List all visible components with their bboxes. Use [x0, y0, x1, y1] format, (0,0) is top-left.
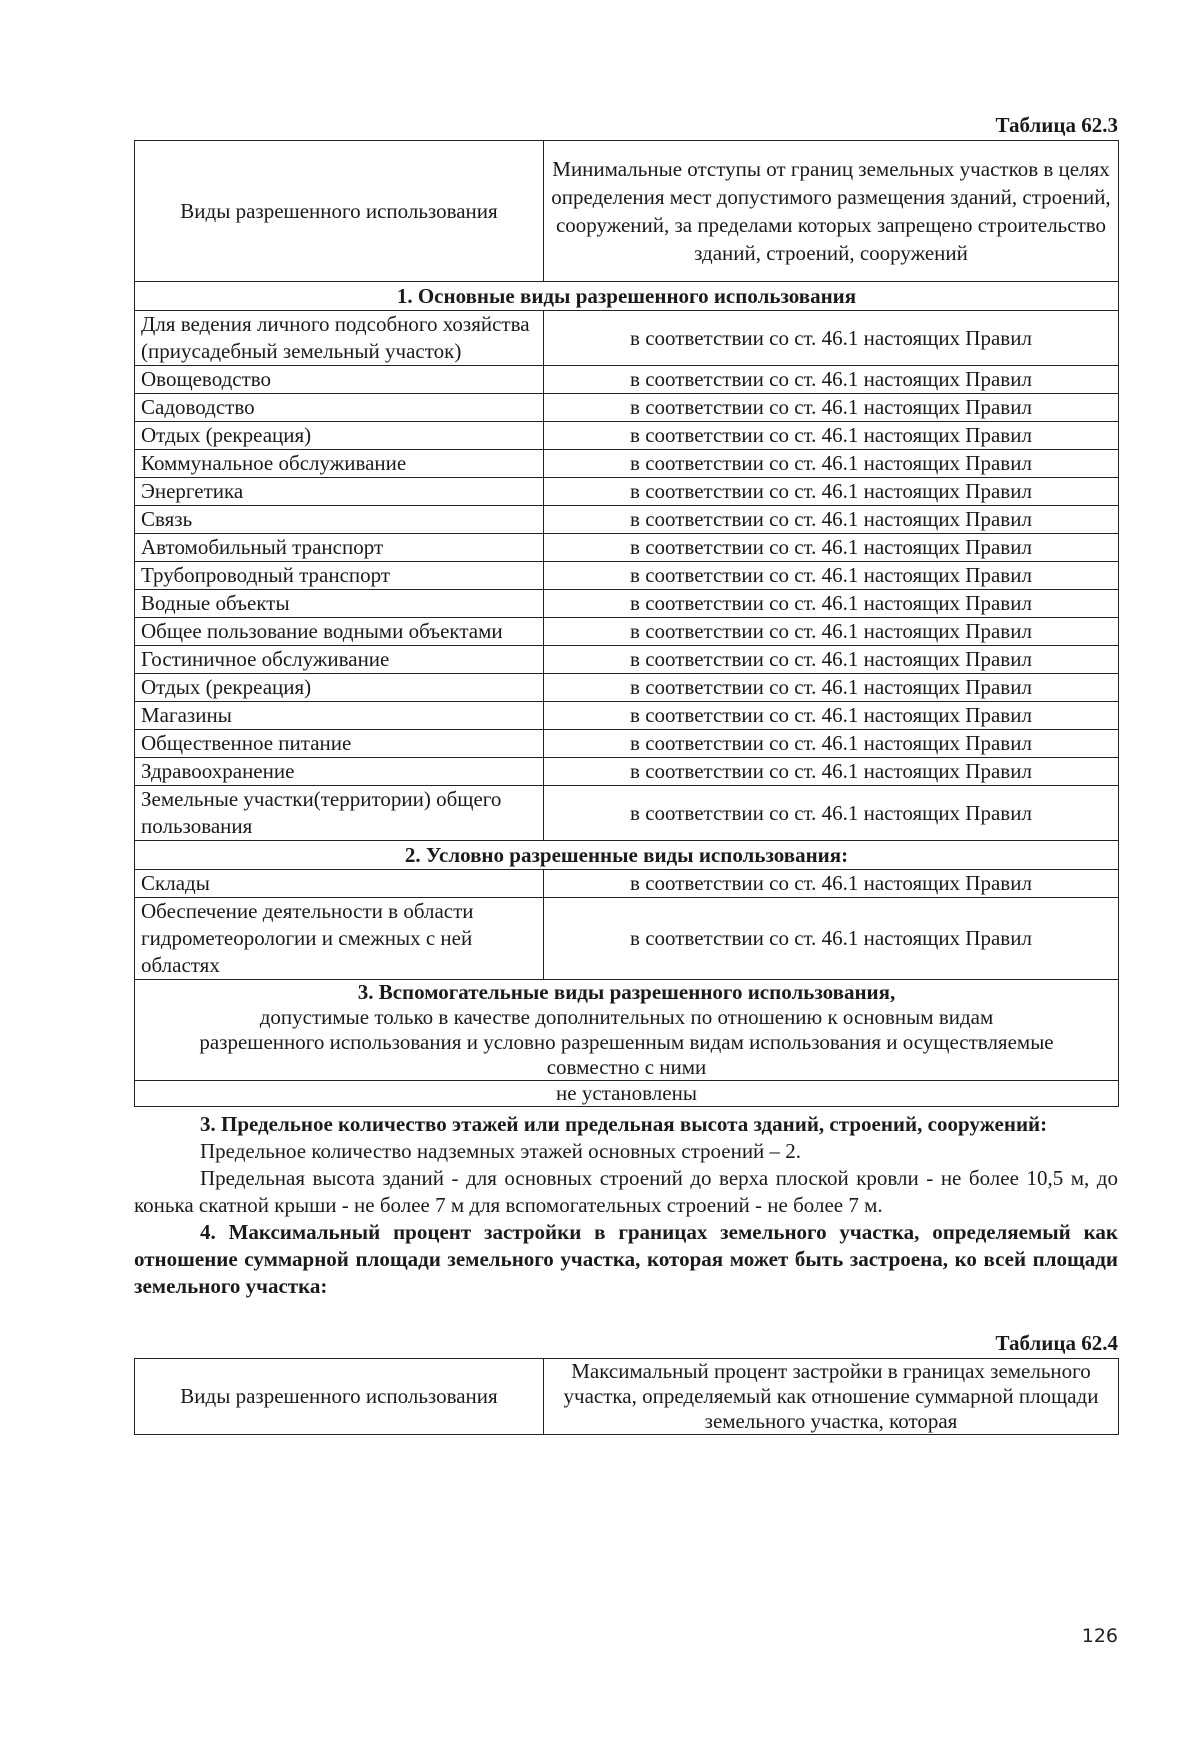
setback-cell: в соответствии со ст. 46.1 настоящих Правил: [544, 311, 1119, 366]
use-cell: Коммунальное обслуживание: [135, 450, 544, 478]
header-coverage: Максимальный процент застройки в границах земельного участка, определяемый как отношение суммарной площади земельного участка, которая: [544, 1359, 1119, 1435]
setback-cell: в соответствии со ст. 46.1 настоящих Правил: [544, 422, 1119, 450]
use-cell: Связь: [135, 506, 544, 534]
table-row: [135, 311, 1119, 366]
table-row: [135, 702, 1119, 730]
use-cell: Здравоохранение: [135, 758, 544, 786]
document-page: [134, 112, 1118, 1435]
setback-cell: в соответствии со ст. 46.1 настоящих Правил: [544, 786, 1119, 841]
setback-cell: в соответствии со ст. 46.1 настоящих Правил: [544, 534, 1119, 562]
setback-table: [134, 140, 1119, 1107]
table-row: [135, 758, 1119, 786]
setback-cell: в соответствии со ст. 46.1 настоящих Правил: [544, 646, 1119, 674]
setback-cell: в соответствии со ст. 46.1 настоящих Правил: [544, 450, 1119, 478]
auxiliary-section: [135, 980, 1119, 1081]
section-heading-3: 3. Предельное количество этажей или предельная высота зданий, строений, сооружений:: [200, 1112, 1048, 1136]
page-number: 126: [1081, 1625, 1118, 1647]
section-heading: 3. Вспомогательные виды разрешенного использования,: [357, 980, 896, 1004]
floors-text: Предельное количество надземных этажей основных строений – 2.: [200, 1139, 802, 1163]
use-cell: Земельные участки(территории) общего пользования: [135, 786, 544, 841]
table-row: [135, 366, 1119, 394]
table-header-row: [135, 141, 1119, 282]
use-cell: Отдых (рекреация): [135, 674, 544, 702]
use-cell: Для ведения личного подсобного хозяйства (приусадебный земельный участок): [135, 311, 544, 366]
header-setback: Минимальные отступы от границ земельных участков в целях определения мест допустимого размещения зданий, строений, сооружений, за пределами которых запрещено строительство зданий, строений, сооружений: [544, 141, 1119, 282]
setback-cell: в соответствии со ст. 46.1 настоящих Правил: [544, 394, 1119, 422]
setback-cell: в соответствии со ст. 46.1 настоящих Правил: [544, 366, 1119, 394]
auxiliary-value: не установлены: [135, 1081, 1119, 1107]
use-cell: Энергетика: [135, 478, 544, 506]
use-cell: Обеспечение деятельности в области гидрометеорологии и смежных с ней областях: [135, 898, 544, 980]
table-row: [135, 646, 1119, 674]
table-row: [135, 450, 1119, 478]
use-cell: Водные объекты: [135, 590, 544, 618]
use-cell: Автомобильный транспорт: [135, 534, 544, 562]
table-caption: Таблица 62.3: [995, 113, 1118, 137]
section-row: [135, 980, 1119, 1081]
setback-cell: в соответствии со ст. 46.1 настоящих Правил: [544, 618, 1119, 646]
use-cell: Трубопроводный транспорт: [135, 562, 544, 590]
table-row: [135, 898, 1119, 980]
header-use: Виды разрешенного использования: [135, 141, 544, 282]
use-cell: Общественное питание: [135, 730, 544, 758]
table-row: [135, 1081, 1119, 1107]
table-header-row: [135, 1359, 1119, 1435]
use-cell: Овощеводство: [135, 366, 544, 394]
table-row: [135, 674, 1119, 702]
header-use: Виды разрешенного использования: [135, 1359, 544, 1435]
use-cell: Магазины: [135, 702, 544, 730]
setback-cell: в соответствии со ст. 46.1 настоящих Правил: [544, 562, 1119, 590]
section-description: допустимые только в качестве дополнительных по отношению к основным видам разрешенного использования и условно разрешенным видам использования и осуществляемые совместно с ними: [199, 1005, 1054, 1079]
use-cell: Отдых (рекреация): [135, 422, 544, 450]
setback-cell: в соответствии со ст. 46.1 настоящих Правил: [544, 870, 1119, 898]
table-row: [135, 870, 1119, 898]
use-cell: Гостиничное обслуживание: [135, 646, 544, 674]
table-row: [135, 422, 1119, 450]
table-row: [135, 394, 1119, 422]
table-row: [135, 786, 1119, 841]
table-row: [135, 590, 1119, 618]
use-cell: Общее пользование водными объектами: [135, 618, 544, 646]
table-row: [135, 478, 1119, 506]
section-heading: 2. Условно разрешенные виды использования:: [135, 841, 1119, 870]
section-heading-4: 4. Максимальный процент застройки в границах земельного участка, определяемый как отношение суммарной площади земельного участка, которая может быть застроена, ко всей площади земельного участка:: [134, 1220, 1118, 1298]
setback-cell: в соответствии со ст. 46.1 настоящих Правил: [544, 674, 1119, 702]
section-row: [135, 841, 1119, 870]
setback-cell: в соответствии со ст. 46.1 настоящих Правил: [544, 898, 1119, 980]
setback-cell: в соответствии со ст. 46.1 настоящих Правил: [544, 590, 1119, 618]
section-heading: 1. Основные виды разрешенного использования: [135, 282, 1119, 311]
setback-cell: в соответствии со ст. 46.1 настоящих Правил: [544, 506, 1119, 534]
use-cell: Садоводство: [135, 394, 544, 422]
table-row: [135, 730, 1119, 758]
section-row: [135, 282, 1119, 311]
setback-cell: в соответствии со ст. 46.1 настоящих Правил: [544, 758, 1119, 786]
height-text: Предельная высота зданий - для основных строений до верха плоской кровли - не более 10,5 м, до конька скатной крыши - не более 7 м для вспомогательных строений - не более 7 м.: [134, 1166, 1118, 1217]
table-row: [135, 562, 1119, 590]
table-row: [135, 534, 1119, 562]
table-caption: Таблица 62.4: [995, 1331, 1118, 1355]
use-cell: Склады: [135, 870, 544, 898]
coverage-table: [134, 1358, 1119, 1435]
table-row: [135, 618, 1119, 646]
setback-cell: в соответствии со ст. 46.1 настоящих Правил: [544, 478, 1119, 506]
setback-cell: в соответствии со ст. 46.1 настоящих Правил: [544, 702, 1119, 730]
setback-cell: в соответствии со ст. 46.1 настоящих Правил: [544, 730, 1119, 758]
table-row: [135, 506, 1119, 534]
